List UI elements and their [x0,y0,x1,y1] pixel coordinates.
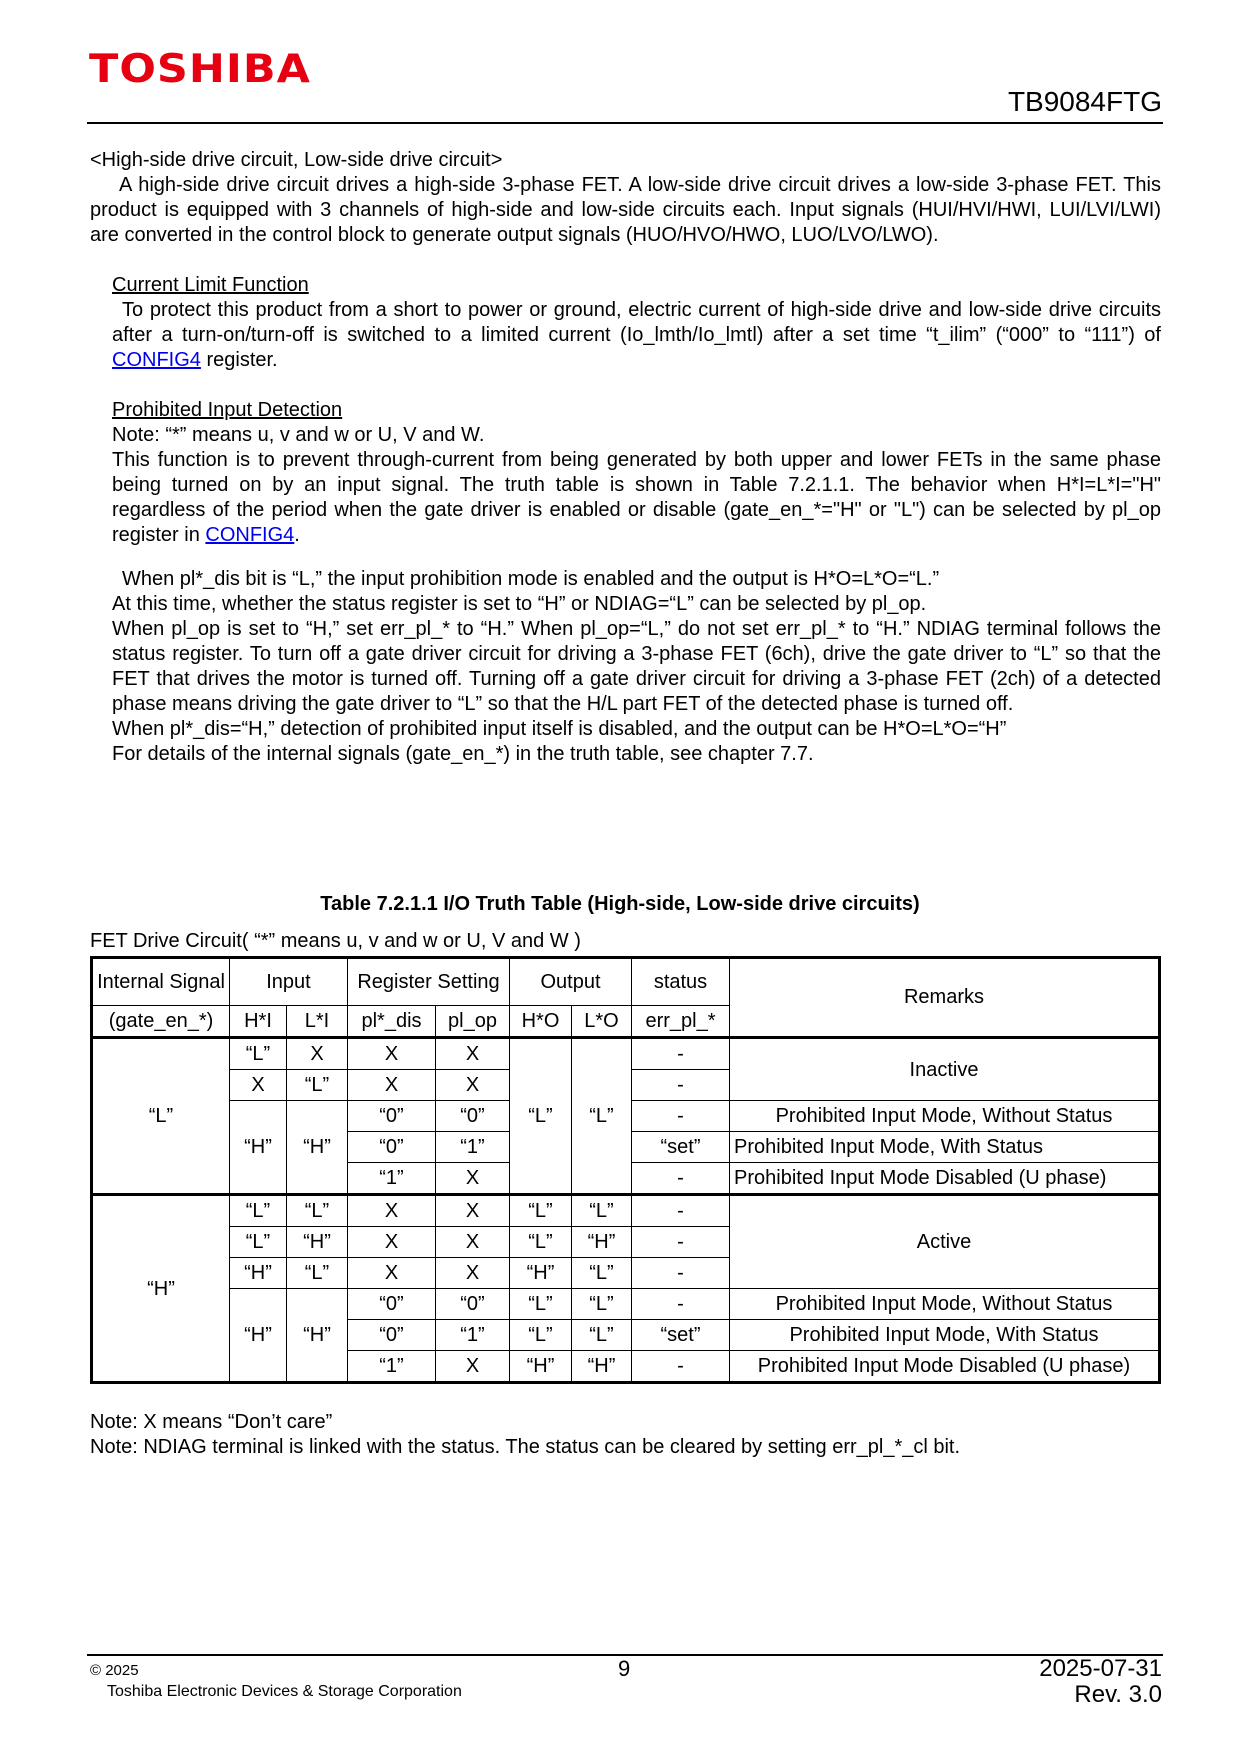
paragraph: At this time, whether the status register is set to “H” or NDIAG=“L” can be selected by pl_op. [112,593,927,615]
cell: “L” [572,1289,632,1320]
revision: Rev. 3.0 [1074,1681,1162,1708]
cell: X [436,1070,510,1101]
cell: X [348,1195,436,1227]
toshiba-logo: TOSHIBA [89,46,311,92]
cell: X [436,1038,510,1070]
cell: “L” [572,1195,632,1227]
table-header-row [92,958,1160,1006]
header-cell: status [632,958,730,1006]
header-cell: H*O [510,1006,572,1038]
header-cell: Internal Signal [92,958,230,1006]
cell: “set” [632,1320,730,1351]
cell: “H” [287,1227,348,1258]
cell: “H” [230,1289,287,1383]
cell: “L” [230,1195,287,1227]
cell: “0” [436,1101,510,1132]
header-cell: Register Setting [348,958,510,1006]
cell: “L” [230,1038,287,1070]
cell: - [632,1070,730,1101]
cell: “L” [510,1227,572,1258]
cell: X [348,1227,436,1258]
cell: “set” [632,1132,730,1163]
io-truth-table [90,956,1161,1384]
cell: “H” [230,1101,287,1195]
current-limit-title: Current Limit Function [112,274,309,296]
cell: “0” [436,1289,510,1320]
cell: “0” [348,1320,436,1351]
cell: “H” [287,1289,348,1383]
note: Note: NDIAG terminal is linked with the status. The status can be cleared by setting err_pl_*_cl bit. [90,1436,961,1458]
intro-paragraph: A high-side drive circuit drives a high-side 3-phase FET. A low-side drive circuit drives a low-side 3-phase FET. This product is equipped with 3 channels of high-side and low-side circuits each. Input signals (HUI/HVI/HWI, LUI/LVI/LWI) are converted in the control block to generate output signals (HUO/HVO/HWO, LUO/LVO/LWO). [90,174,1161,246]
cell: “L” [287,1070,348,1101]
header-cell: (gate_en_*) [92,1006,230,1038]
table-row [92,1195,1160,1227]
cell: Prohibited Input Mode, With Status [730,1132,1160,1163]
cell: - [632,1258,730,1289]
cell: X [436,1227,510,1258]
body-text [90,148,1161,767]
cell: “L” [287,1195,348,1227]
config4-link[interactable]: CONFIG4 [205,524,295,546]
table-row [92,1038,1160,1070]
current-limit-paragraph [112,298,1161,373]
prohibited-text: This function is to prevent through-current from being generated by both upper and lower FETs in the same phase being turned on by an input signal. The truth table is shown in Table 7.2.1.1. The behavior when H*I=L*I="H" regardless of the period when the gate driver is enabled or disable (gate_en_*="H" or "L") can be selected by pl_op register in [112,449,1161,546]
cell: “0” [348,1289,436,1320]
header-divider [87,122,1163,124]
cell: X [348,1070,436,1101]
current-limit-text-end: register. [200,349,278,371]
cell: “H” [572,1351,632,1383]
paragraph: For details of the internal signals (gate_en_*) in the truth table, see chapter 7.7. [112,743,814,765]
header-cell: H*I [230,1006,287,1038]
table-row [92,1289,1160,1320]
cell: Prohibited Input Mode, Without Status [730,1289,1160,1320]
cell: Active [730,1195,1160,1289]
cell: - [632,1163,730,1195]
cell: Prohibited Input Mode Disabled (U phase) [730,1163,1160,1195]
cell: “L” [510,1038,572,1195]
cell: “L” [572,1038,632,1195]
cell: “L” [287,1258,348,1289]
cell: “1” [348,1351,436,1383]
cell: “1” [348,1163,436,1195]
cell: “H” [230,1258,287,1289]
cell: X [230,1070,287,1101]
company-name: Toshiba Electronic Devices & Storage Corporation [107,1683,462,1700]
cell: X [436,1351,510,1383]
cell: “0” [348,1132,436,1163]
header-cell: pl*_dis [348,1006,436,1038]
date: 2025-07-31 [1039,1655,1162,1682]
cell: Prohibited Input Mode, Without Status [730,1101,1160,1132]
cell: “L” [510,1320,572,1351]
cell: “L” [510,1289,572,1320]
header-cell: err_pl_* [632,1006,730,1038]
cell: X [436,1258,510,1289]
cell: “0” [348,1101,436,1132]
cell: - [632,1227,730,1258]
cell: “1” [436,1320,510,1351]
config4-link[interactable]: CONFIG4 [112,349,201,371]
cell: “L” [572,1320,632,1351]
cell: X [436,1195,510,1227]
paragraph: When pl_op is set to “H,” set err_pl_* to “H.” When pl_op=“L,” do not set err_pl_* to “H.” NDIAG terminal follows the status register. To turn off a gate driver circuit for driving a 3-phase FET (6ch), drive the gate driver to “L” so that the FET that drives the motor is turned off. Turning off a gate driver circuit for driving a 3-phase FET (2ch) of a detected phase means driving the gate driver to “L” so that the H/L part FET of the detected phase is turned off. [112,618,1161,715]
table-caption: Table 7.2.1.1 I/O Truth Table (High-side, Low-side drive circuits) [320,893,920,915]
page-number: 9 [618,1656,631,1681]
header-cell: Remarks [730,958,1160,1038]
cell: “L” [510,1195,572,1227]
cell: “1” [436,1132,510,1163]
cell: Inactive [730,1038,1160,1101]
paragraph: When pl*_dis bit is “L,” the input prohibition mode is enabled and the output is H*O=L*O=“L.” [122,568,940,590]
cell: “L” [92,1038,230,1195]
cell: - [632,1038,730,1070]
cell: X [348,1038,436,1070]
cell: Prohibited Input Mode, With Status [730,1320,1160,1351]
header-cell: L*I [287,1006,348,1038]
cell: “L” [572,1258,632,1289]
prohibited-text-end: . [294,524,300,546]
cell: - [632,1351,730,1383]
cell: X [348,1258,436,1289]
section-title: <High-side drive circuit, Low-side drive circuit> [90,149,503,171]
note: Note: X means “Don’t care” [90,1411,333,1433]
copyright: © 2025 [90,1662,139,1679]
cell: “H” [92,1195,230,1383]
table-label: FET Drive Circuit( “*” means u, v and w or U, V and W ) [90,930,581,952]
header-cell: L*O [572,1006,632,1038]
cell: “H” [510,1258,572,1289]
cell: - [632,1195,730,1227]
cell: - [632,1289,730,1320]
cell: Prohibited Input Mode Disabled (U phase) [730,1351,1160,1383]
header-cell: Output [510,958,632,1006]
table-notes [90,1410,960,1460]
cell: “H” [287,1101,348,1195]
date-revision [1039,1656,1162,1708]
cell: “H” [572,1227,632,1258]
document-id: TB9084FTG [1007,86,1162,117]
prohibited-note: Note: “*” means u, v and w or U, V and W. [112,424,485,446]
cell: “H” [510,1351,572,1383]
current-limit-text: To protect this product from a short to power or ground, electric current of high-side drive and low-side drive circuits after a turn-on/turn-off is switched to a limited current (Io_lmth/Io_lmtl) after a set time “t_ilim” (“000” to “111”) of [112,299,1161,346]
cell: - [632,1101,730,1132]
cell: X [287,1038,348,1070]
prohibited-paragraph [112,448,1161,548]
prohibited-title: Prohibited Input Detection [112,399,343,421]
header-cell: pl_op [436,1006,510,1038]
cell: “L” [230,1227,287,1258]
paragraph: When pl*_dis=“H,” detection of prohibited input itself is disabled, and the output can be H*O=L*O=“H” [112,718,1007,740]
header-cell: Input [230,958,348,1006]
cell: X [436,1163,510,1195]
